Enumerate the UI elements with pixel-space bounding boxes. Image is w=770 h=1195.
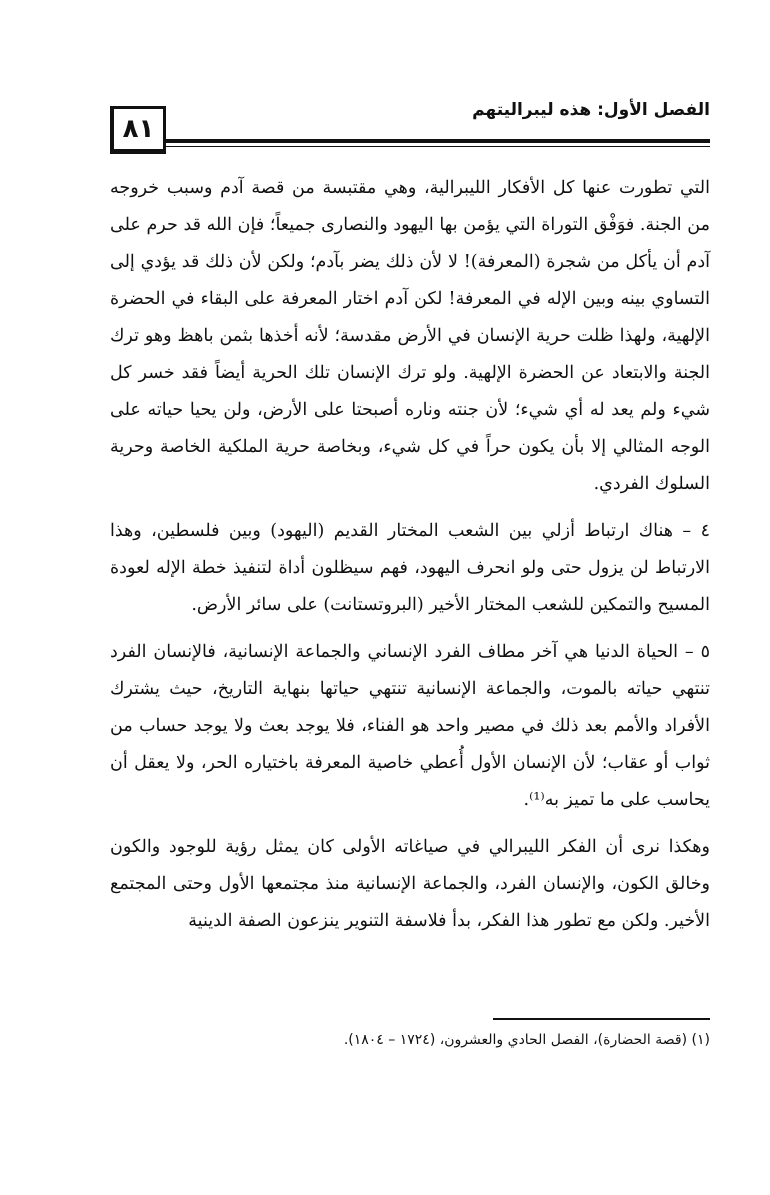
paragraph: ٤ – هناك ارتباط أزلي بين الشعب المختار القديم (اليهود) وبين فلسطين، وهذا الارتباط لن يزول حتى ولو انحرف اليهود، فهم سيظلون أداة لتنفيذ خطة الإله لعودة المسيح والتمكين للشعب المختار الأخير (البروتستانت) على سائر الأرض. (110, 521, 710, 615)
chapter-title: الفصل الأول: هذه ليبراليتهم (472, 100, 710, 120)
paragraph: التي تطورت عنها كل الأفكار الليبرالية، وهي مقتبسة من قصة آدم وسبب خروجه من الجنة. فوَفْق التوراة التي يؤمن بها اليهود والنصارى جميعاً؛ فإن الله قد حرم على آدم أن يأكل من شجرة (المعرفة)! لا لأن ذلك يضر بآدم؛ ولكن لأن ذلك قد يؤدي إلى التساوي بينه وبين الإله في المعرفة! لكن آدم اختار المعرفة على البقاء في الحضرة الإلهية، ولهذا ظلت حرية الإنسان في الأرض مقدسة؛ لأنه أخذها بثمن باهظ وهو ترك الجنة والابتعاد عن الحضرة الإلهية. ولو ترك الإنسان تلك الحرية أيضاً فقد خسر كل شيء ولم يعد له أي شيء؛ لأن جنته وناره أصبحتا على الأرض، ولن يحيا حياته على الوجه المثالي إلا بأن يكون حراً في كل شيء، وبخاصة حرية الملكية الخاصة وحرية السلوك الفردي. (110, 178, 710, 494)
header-rule-thick (166, 139, 710, 143)
body-text (110, 170, 710, 940)
footnote-separator (493, 1018, 710, 1020)
footnote: (١) (قصة الحضارة)، الفصل الحادي والعشرون، (١٧٢٤ – ١٨٠٤). (343, 1032, 710, 1048)
page-number-box (110, 106, 166, 154)
page-number: ٨١ (122, 114, 155, 144)
paragraph: وهكذا نرى أن الفكر الليبرالي في صياغاته الأولى كان يمثل رؤية للوجود والكون وخالق الكون، والإنسان الفرد، والجماعة الإنسانية منذ مجتمعها الأول وحتى المجتمع الأخير. ولكن مع تطور هذا الفكر، بدأ فلاسفة التنوير ينزعون الصفة الدينية (110, 837, 710, 931)
paragraph: ٥ – الحياة الدنيا هي آخر مطاف الفرد الإنساني والجماعة الإنسانية، فالإنسان الفرد تنتهي حياته بالموت، والجماعة الإنسانية تنتهي حياتها بنهاية التاريخ، حيث يشترك الأفراد والأمم بعد ذلك في مصير واحد هو الفناء، فلا يوجد بعث ولا يوجد حساب من ثواب أو عقاب؛ لأن الإنسان الأول أُعطي خاصية المعرفة باختياره الحر، ولا يعقل أن يحاسب على ما تميز به⁽¹⁾. (110, 642, 710, 810)
header-rule-thin (166, 146, 710, 147)
